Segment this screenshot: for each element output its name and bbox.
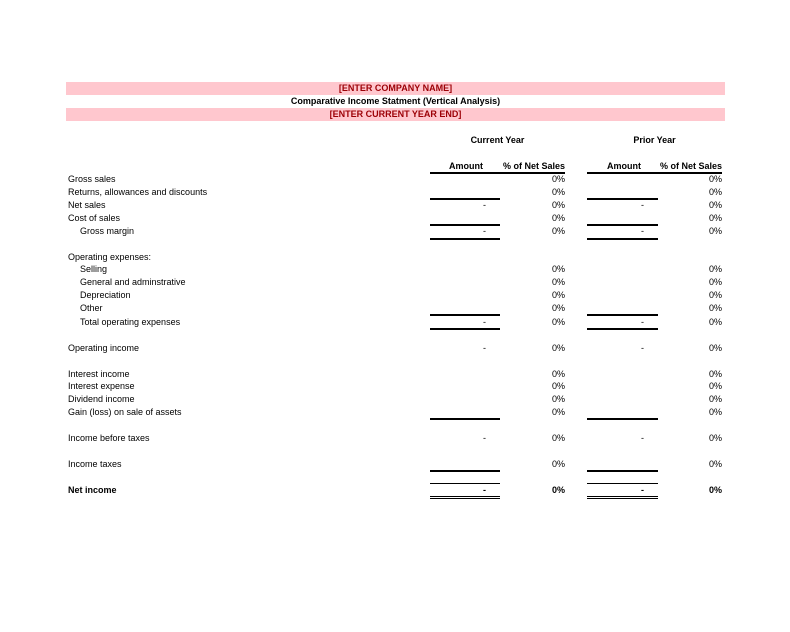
total-line <box>430 238 500 240</box>
prior-year-header: Prior Year <box>633 135 676 145</box>
prior-pct-cell: 0% <box>708 343 722 353</box>
double-underline-bottom <box>587 498 658 499</box>
row-label: Net sales <box>68 200 106 210</box>
row-label: Cost of sales <box>68 213 121 223</box>
current-pct-cell: 0% <box>551 459 565 469</box>
current-pct-cell: 0% <box>551 226 565 236</box>
row-returns <box>0 186 790 199</box>
row-gross-sales <box>0 173 790 186</box>
prior-pct-cell: 0% <box>708 485 722 495</box>
row-label: Returns, allowances and discounts <box>68 187 208 197</box>
current-amount-cell: - <box>483 433 486 443</box>
prior-pct-cell: 0% <box>708 381 722 391</box>
prior-pct-header: % of Net Sales <box>659 161 722 171</box>
row-label: Total operating expenses <box>80 317 181 327</box>
current-pct-cell: 0% <box>551 277 565 287</box>
current-pct-cell: 0% <box>551 407 565 417</box>
row-gain-loss-assets <box>0 406 790 419</box>
prior-pct-cell: 0% <box>708 407 722 417</box>
current-pct-cell: 0% <box>551 200 565 210</box>
current-pct-cell: 0% <box>551 485 565 495</box>
row-label: Selling <box>80 264 108 274</box>
total-line <box>430 328 500 330</box>
prior-pct-cell: 0% <box>708 226 722 236</box>
prior-pct-cell: 0% <box>708 459 722 469</box>
row-label: Interest income <box>68 369 130 379</box>
current-pct-cell: 0% <box>551 394 565 404</box>
row-label: Income before taxes <box>68 433 150 443</box>
double-underline-bottom <box>430 498 500 499</box>
prior-pct-cell: 0% <box>708 433 722 443</box>
row-label: Gain (loss) on sale of assets <box>68 407 182 417</box>
row-dividend-income <box>0 393 790 406</box>
current-amount-header: Amount <box>449 161 483 171</box>
current-pct-cell: 0% <box>551 343 565 353</box>
current-amount-cell: - <box>483 343 486 353</box>
row-net-sales <box>0 199 790 212</box>
row-label: General and adminstrative <box>80 277 186 287</box>
row-label: Depreciation <box>80 290 131 300</box>
row-label: Interest expense <box>68 381 135 391</box>
current-pct-cell: 0% <box>551 369 565 379</box>
row-general-admin <box>0 276 790 289</box>
year-end-band[interactable]: [ENTER CURRENT YEAR END] <box>66 108 725 121</box>
prior-pct-cell: 0% <box>708 317 722 327</box>
current-pct-cell: 0% <box>551 433 565 443</box>
statement-title: Comparative Income Statment (Vertical Analysis) <box>290 96 501 106</box>
company-name-band[interactable]: [ENTER COMPANY NAME] <box>66 82 725 95</box>
row-net-income <box>0 484 790 497</box>
row-label: Other <box>80 303 103 313</box>
current-pct-cell: 0% <box>551 174 565 184</box>
prior-pct-cell: 0% <box>708 369 722 379</box>
row-label: Income taxes <box>68 459 122 469</box>
subtotal-line <box>587 418 658 420</box>
current-amount-cell: - <box>483 485 486 495</box>
prior-pct-cell: 0% <box>708 200 722 210</box>
prior-pct-cell: 0% <box>708 277 722 287</box>
prior-pct-cell: 0% <box>708 213 722 223</box>
row-label: Operating income <box>68 343 140 353</box>
current-pct-cell: 0% <box>551 381 565 391</box>
current-pct-cell: 0% <box>551 264 565 274</box>
current-year-header: Current Year <box>470 135 525 145</box>
prior-amount-cell: - <box>641 200 644 210</box>
prior-amount-cell: - <box>641 317 644 327</box>
row-income-taxes <box>0 458 790 471</box>
prior-amount-cell: - <box>641 343 644 353</box>
row-other <box>0 302 790 315</box>
current-pct-cell: 0% <box>551 290 565 300</box>
row-label: Net income <box>68 485 117 495</box>
row-operating-income <box>0 342 790 355</box>
prior-pct-cell: 0% <box>708 187 722 197</box>
subtotal-line <box>430 470 500 472</box>
double-underline-top <box>587 496 658 497</box>
prior-amount-cell: - <box>641 226 644 236</box>
current-amount-cell: - <box>483 200 486 210</box>
current-amount-cell: - <box>483 226 486 236</box>
total-line <box>587 328 658 330</box>
row-selling <box>0 263 790 276</box>
current-pct-cell: 0% <box>551 213 565 223</box>
row-interest-expense <box>0 380 790 393</box>
row-cost-of-sales <box>0 212 790 225</box>
prior-amount-cell: - <box>641 433 644 443</box>
prior-amount-cell: - <box>641 485 644 495</box>
prior-pct-cell: 0% <box>708 174 722 184</box>
current-pct-cell: 0% <box>551 187 565 197</box>
row-depreciation <box>0 289 790 302</box>
prior-pct-cell: 0% <box>708 394 722 404</box>
row-label: Operating expenses: <box>68 252 152 262</box>
row-label: Gross sales <box>68 174 116 184</box>
subtotal-line <box>587 470 658 472</box>
row-label: Gross margin <box>80 226 135 236</box>
prior-pct-cell: 0% <box>708 264 722 274</box>
row-total-operating-expenses <box>0 316 790 329</box>
double-underline-top <box>430 496 500 497</box>
prior-amount-header: Amount <box>607 161 641 171</box>
row-gross-margin <box>0 225 790 238</box>
prior-pct-cell: 0% <box>708 290 722 300</box>
subtotal-line <box>430 418 500 420</box>
prior-pct-cell: 0% <box>708 303 722 313</box>
current-pct-header: % of Net Sales <box>502 161 565 171</box>
row-label: Dividend income <box>68 394 135 404</box>
current-pct-cell: 0% <box>551 317 565 327</box>
current-pct-cell: 0% <box>551 303 565 313</box>
row-income-before-taxes <box>0 432 790 445</box>
total-line <box>587 238 658 240</box>
current-amount-cell: - <box>483 317 486 327</box>
